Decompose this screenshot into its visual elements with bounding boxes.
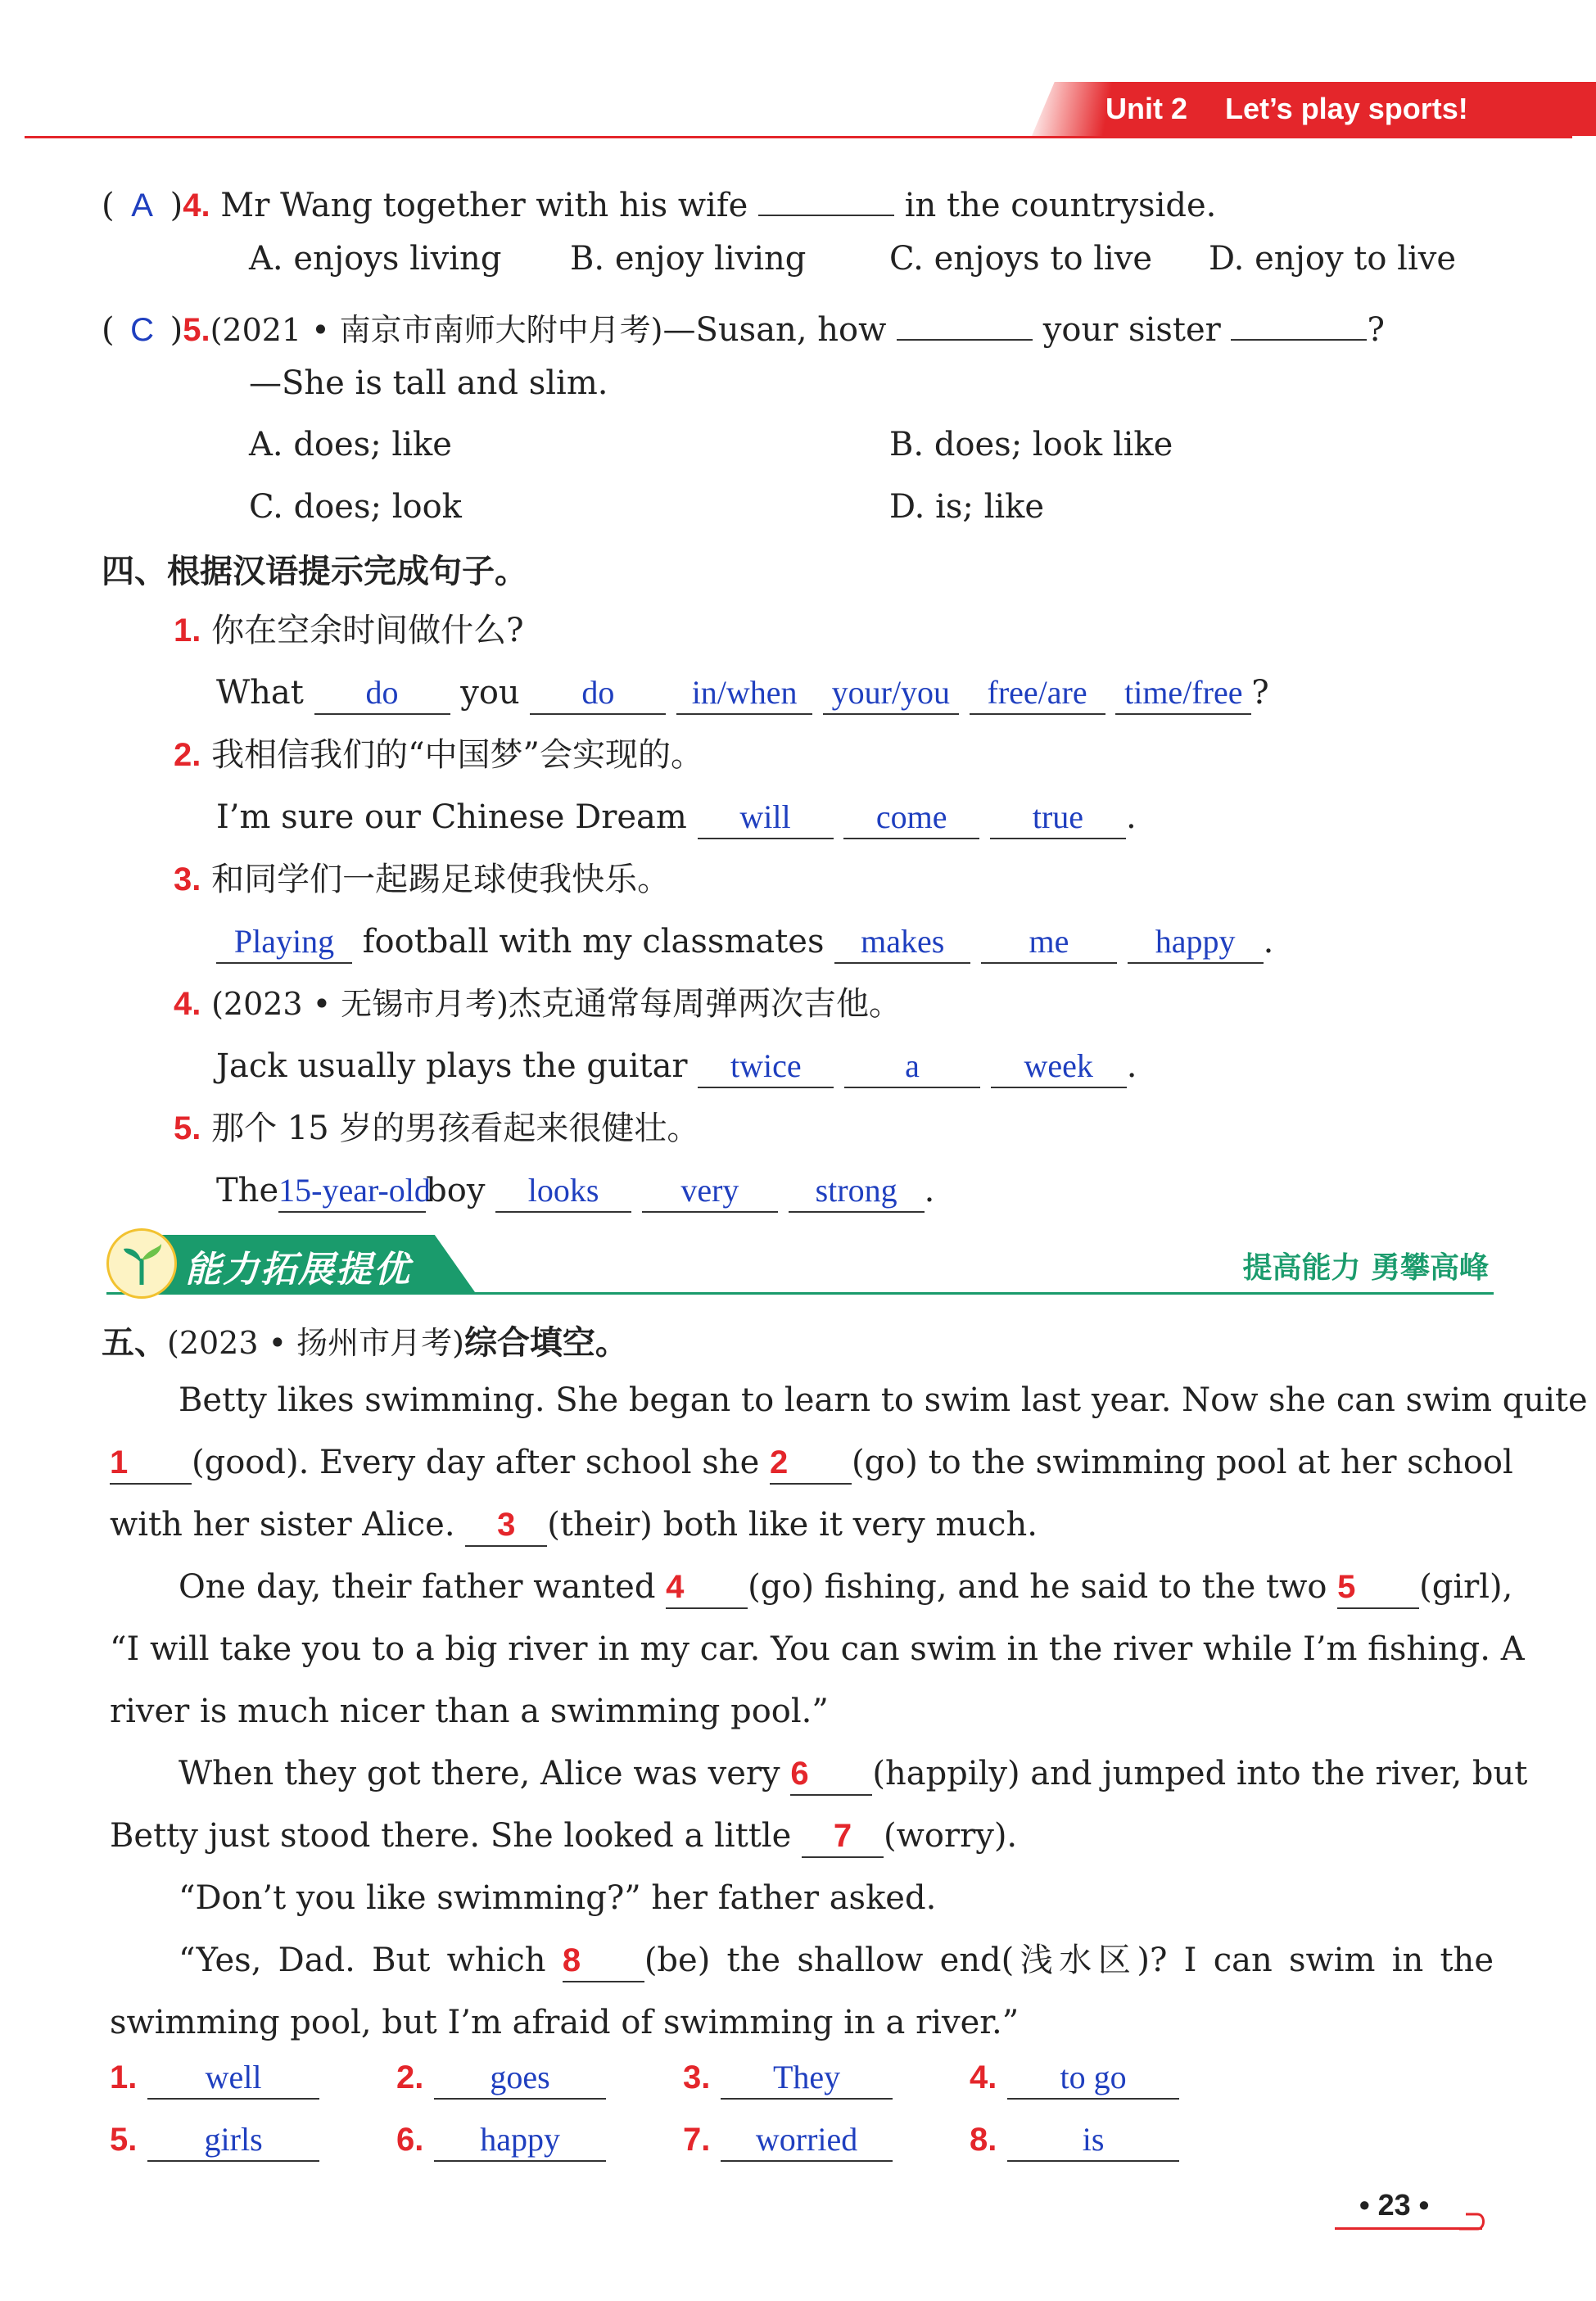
title-suffix: 综合填空。 <box>463 1324 628 1362</box>
paren-open: ( <box>102 311 115 349</box>
answer-number: 3. <box>683 2059 711 2095</box>
answer-blank: free/are <box>970 672 1105 715</box>
page-number: • 23 • <box>1359 2188 1430 2222</box>
stem-b: your sister <box>1042 311 1221 349</box>
item-cn: 杰克通常每周弹两次吉他。 <box>509 985 902 1023</box>
answer-blank: your/you <box>823 672 959 715</box>
answer-blank: in/when <box>676 672 812 715</box>
s4-item-1-en <box>216 670 1269 716</box>
passage-text: When they got there, Alice was very <box>179 1755 780 1792</box>
blank-8: 8 <box>563 1940 644 1982</box>
banner-slogan: 提高能力 勇攀高峰 <box>1242 1250 1489 1285</box>
punct: . <box>924 1172 935 1209</box>
answer-blank: time/free <box>1115 672 1251 715</box>
s4-item-4-cn <box>174 981 902 1027</box>
answer-item <box>683 2119 893 2162</box>
answer-grid <box>110 2057 1256 2180</box>
option-c: C. does; look <box>249 488 462 526</box>
blank-3: 3 <box>465 1504 547 1547</box>
stem-c: ? <box>1367 311 1385 349</box>
item-number: 3. <box>174 861 201 897</box>
answer-value: worried <box>721 2119 893 2162</box>
word: boy <box>426 1172 486 1209</box>
answer-number: 7. <box>683 2122 711 2158</box>
title-source: (2023 • 扬州市月考) <box>167 1325 464 1361</box>
word: The <box>216 1172 279 1209</box>
s4-item-4-en <box>216 1043 1137 1089</box>
answer-blank: twice <box>698 1046 834 1088</box>
answer-blank <box>897 298 1033 341</box>
item-cn: 我相信我们的“中国梦”会实现的。 <box>211 736 703 774</box>
blank-4: 4 <box>666 1566 748 1609</box>
passage-line <box>110 1369 1588 1431</box>
item-cn: 你在空余时间做什么? <box>211 612 524 649</box>
passage-line <box>110 1494 1494 1556</box>
word: What <box>216 674 304 712</box>
item-cn: 那个 15 岁的男孩看起来很健壮。 <box>211 1110 700 1147</box>
answer-blank: very <box>642 1170 778 1213</box>
passage-text: (be) the shallow end(浅水区)? I can swim in the <box>644 1942 1494 1979</box>
option-d: D. enjoy to live <box>1209 240 1457 278</box>
answer: A <box>131 188 153 224</box>
answer-blank <box>1231 298 1367 341</box>
passage-text: “I will take you to a big river in my car. You can swim in the river while I’m fishing. A <box>110 1630 1525 1668</box>
answer-number: 8. <box>970 2122 997 2158</box>
passage-line <box>110 1618 1525 1680</box>
header-rule <box>25 136 1572 138</box>
answer-blank: week <box>991 1046 1127 1088</box>
answer-blank: me <box>981 921 1117 964</box>
answer-item <box>396 2119 606 2162</box>
answer-item <box>683 2057 893 2100</box>
passage-text: (go) to the swimming pool at her school <box>851 1444 1513 1481</box>
question-number: 5. <box>183 312 210 348</box>
option-b: B. does; look like <box>889 426 1173 463</box>
stem-b: in the countryside. <box>904 187 1217 224</box>
passage-text: “Yes, Dad. But which <box>179 1942 546 1979</box>
answer-value: well <box>147 2057 319 2100</box>
answer-blank: 15-year-old <box>278 1170 426 1213</box>
answer-blank: true <box>990 797 1126 839</box>
s4-item-5-en <box>216 1168 934 1214</box>
word: you <box>460 674 520 712</box>
answer-blank: Playing <box>216 921 352 964</box>
blank-5: 5 <box>1337 1566 1419 1609</box>
answer-blank: come <box>843 797 979 839</box>
word: I’m sure our Chinese Dream <box>216 798 687 836</box>
answer-number: 6. <box>396 2122 424 2158</box>
answer-item <box>110 2057 319 2100</box>
paren-close: ) <box>170 187 183 224</box>
answer-blank <box>758 174 894 216</box>
item-number: 1. <box>174 613 201 649</box>
passage-text: (happily) and jumped into the river, but <box>872 1755 1528 1792</box>
answer-blank: do <box>314 672 450 715</box>
answer-blank: makes <box>834 921 970 964</box>
header-unit: Unit 2 <box>1105 92 1188 125</box>
s4-item-1-cn <box>174 608 524 653</box>
banner-rule <box>106 1292 1494 1295</box>
paren-open: ( <box>102 187 115 224</box>
passage-line <box>110 1929 1494 1991</box>
passage-line <box>110 1867 1494 1929</box>
answer-item <box>396 2057 606 2100</box>
passage-text: (go) fishing, and he said to the two <box>748 1568 1327 1606</box>
option-b: B. enjoy living <box>570 240 807 278</box>
section-banner <box>106 1228 1494 1297</box>
s4-item-2-cn <box>174 732 703 778</box>
answer-item <box>970 2119 1179 2162</box>
mcq-4 <box>102 174 1216 228</box>
blank-1: 1 <box>110 1442 192 1485</box>
answer-value: happy <box>434 2119 606 2162</box>
option-a: A. does; like <box>249 426 452 463</box>
answer-blank: a <box>844 1046 980 1088</box>
page-curl-icon <box>1458 2206 1490 2234</box>
passage-text: One day, their father wanted <box>179 1568 656 1606</box>
passage-text: Betty likes swimming. She began to learn to swim last year. Now she can swim quite <box>179 1381 1588 1419</box>
passage-line <box>110 1991 1494 2054</box>
passage-line <box>110 1805 1494 1867</box>
question-number: 4. <box>183 188 210 224</box>
section-4-title: 四、根据汉语提示完成句子。 <box>102 553 527 590</box>
passage-text: with her sister Alice. <box>110 1506 455 1544</box>
banner-title: 能力拓展提优 <box>185 1250 411 1290</box>
passage-line <box>110 1556 1513 1618</box>
answer-item <box>970 2057 1179 2100</box>
source: (2021 • 南京市南师大附中月考) <box>210 312 663 348</box>
blank-7: 7 <box>802 1815 884 1858</box>
answer-number: 2. <box>396 2059 424 2095</box>
answer-blank: happy <box>1128 921 1264 964</box>
punct: . <box>1125 798 1137 836</box>
stem-a: —Susan, how <box>662 311 887 349</box>
mcq-5 <box>102 298 1385 353</box>
answer-value: goes <box>434 2057 606 2100</box>
word: Jack usually plays the guitar <box>216 1047 688 1085</box>
answer: C <box>130 312 155 348</box>
item-number: 5. <box>174 1110 201 1146</box>
answer-value: girls <box>147 2119 319 2162</box>
answer-blank: do <box>530 672 666 715</box>
passage <box>110 1369 1588 2054</box>
passage-text: (their) both like it very much. <box>547 1506 1038 1544</box>
header-title: Let’s play sports! <box>1225 92 1468 125</box>
answer-blank: looks <box>495 1170 631 1213</box>
punct: . <box>1126 1047 1137 1085</box>
answer-number: 4. <box>970 2059 997 2095</box>
section-5-title <box>102 1320 628 1366</box>
answer-value: to go <box>1007 2057 1179 2100</box>
answer-value: is <box>1007 2119 1179 2162</box>
blank-2: 2 <box>770 1442 852 1485</box>
answer-number: 5. <box>110 2122 138 2158</box>
answer-number: 1. <box>110 2059 138 2095</box>
blank-6: 6 <box>790 1753 872 1796</box>
title-prefix: 五、 <box>102 1324 167 1362</box>
stem-a: Mr Wang together with his wife <box>220 187 748 224</box>
passage-line <box>110 1680 1494 1743</box>
paren-close: ) <box>170 311 183 349</box>
passage-text: swimming pool, but I’m afraid of swimming in a river.” <box>110 2004 1020 2041</box>
answer-value: They <box>721 2057 893 2100</box>
passage-text: (worry). <box>884 1817 1018 1855</box>
passage-text: river is much nicer than a swimming pool.” <box>110 1693 829 1730</box>
passage-text: Betty just stood there. She looked a little <box>110 1817 792 1855</box>
punct: . <box>1263 923 1274 961</box>
option-d: D. is; like <box>889 488 1045 526</box>
s4-item-2-en <box>216 794 1137 840</box>
item-cn: 和同学们一起踢足球使我快乐。 <box>211 861 671 898</box>
sprout-icon <box>106 1228 177 1299</box>
punct: ? <box>1251 674 1269 712</box>
s4-item-5-cn <box>174 1105 699 1151</box>
passage-text: “Don’t you like swimming?” her father asked. <box>179 1879 937 1917</box>
item-number: 2. <box>174 737 201 773</box>
option-a: A. enjoys living <box>249 240 502 278</box>
page-footer <box>1335 2186 1499 2235</box>
item-source: (2023 • 无锡市月考) <box>211 986 509 1022</box>
item-number: 4. <box>174 986 201 1022</box>
option-c: C. enjoys to live <box>889 240 1153 278</box>
answer-item <box>110 2119 319 2162</box>
s4-item-3-cn <box>174 857 670 902</box>
passage-text: (good). Every day after school she <box>192 1444 760 1481</box>
word: football with my classmates <box>362 923 825 961</box>
passage-text: (girl), <box>1419 1568 1513 1606</box>
passage-line <box>110 1431 1513 1494</box>
answer-blank: will <box>698 797 834 839</box>
answer-blank: strong <box>789 1170 925 1213</box>
passage-line <box>110 1743 1528 1805</box>
page-header <box>25 82 1572 180</box>
s4-item-3-en <box>216 919 1273 965</box>
mcq-5-reply: —She is tall and slim. <box>249 364 608 402</box>
